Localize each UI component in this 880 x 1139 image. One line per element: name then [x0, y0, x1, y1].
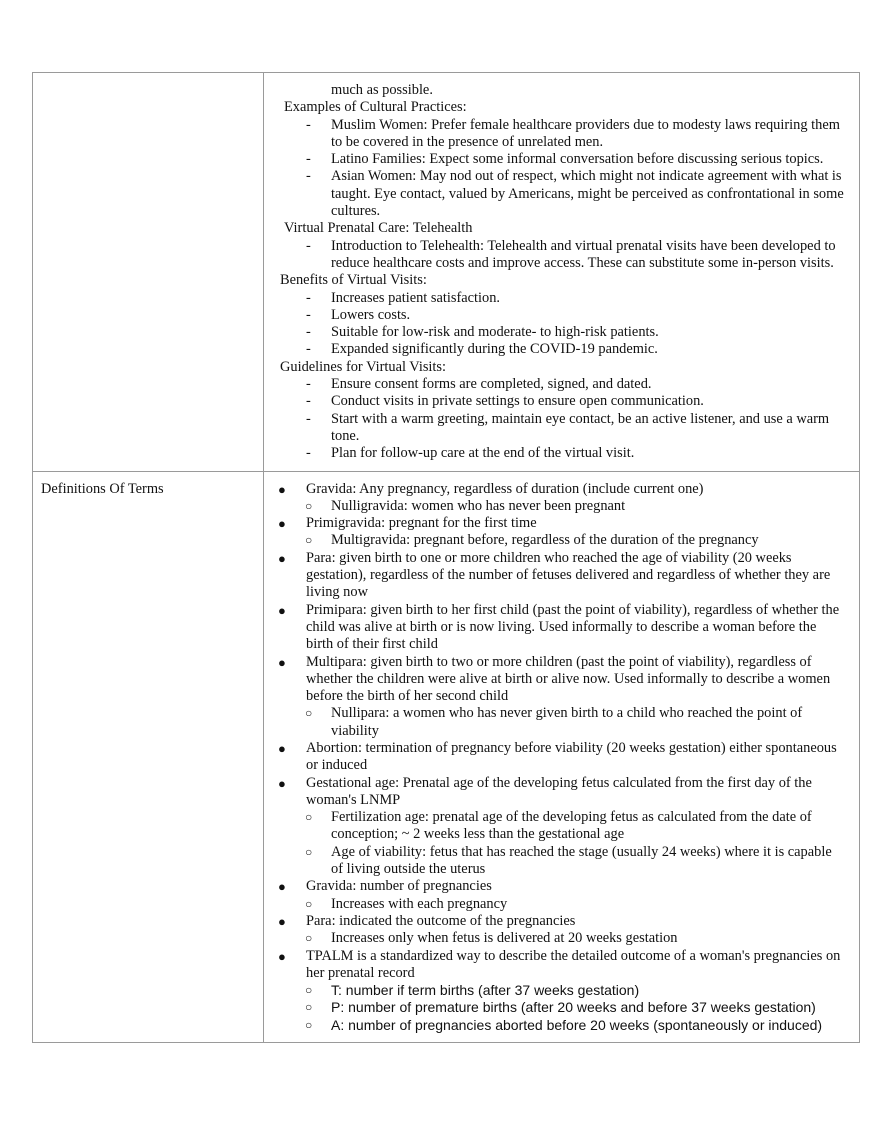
list-item-text: Multigravida: pregnant before, regardless of the duration of the pregnancy	[331, 532, 759, 549]
list-item-text: TPALM is a standardized way to describe the detailed outcome of a woman's pregnancies on her prenatal record	[306, 947, 841, 981]
bullet-icon: ●	[278, 879, 286, 895]
list-item: much as possible.	[331, 82, 433, 98]
list-item	[272, 878, 851, 895]
list-item	[272, 930, 851, 947]
list-item	[272, 896, 851, 913]
row-label	[33, 73, 263, 91]
list-item-text: Ensure consent forms are completed, signed, and dated.	[331, 376, 652, 393]
bullet-icon: ●	[278, 913, 286, 929]
content-list	[264, 73, 859, 471]
list-item	[272, 376, 851, 393]
list-item	[272, 151, 851, 168]
dash-marker-icon: -	[306, 410, 311, 427]
dash-marker-icon: -	[306, 306, 311, 323]
circle-bullet-icon: ○	[305, 983, 313, 998]
bullet-icon: ●	[278, 516, 286, 532]
list-item-text: Lowers costs.	[331, 306, 411, 323]
list-item	[272, 809, 851, 844]
circle-bullet-icon: ○	[305, 896, 313, 911]
bullet-icon: ●	[278, 775, 286, 791]
dash-marker-icon: -	[306, 237, 311, 254]
circle-bullet-icon: ○	[305, 498, 313, 513]
list-item-text: Para: indicated the outcome of the pregnancies	[306, 912, 576, 929]
list-item-text: Gravida: Any pregnancy, regardless of duration (include current one)	[306, 480, 704, 497]
dash-marker-icon: -	[306, 341, 311, 358]
list-item	[272, 481, 851, 498]
notes-table	[32, 72, 860, 1043]
list-item-text: Gravida: number of pregnancies	[306, 878, 492, 895]
list-item-text: Nullipara: a women who has never given birth to a child who reached the point of viability	[331, 705, 803, 739]
list-item	[272, 948, 851, 983]
list-item-text: P: number of premature births (after 20 weeks and before 37 weeks gestation)	[331, 999, 816, 1016]
list-item-text: A: number of pregnancies aborted before 20 weeks (spontaneously or induced)	[331, 1016, 823, 1033]
list-item	[272, 324, 851, 341]
list-item-text: Abortion: termination of pregnancy before viability (20 weeks gestation) either spontaneous or induced	[306, 739, 837, 774]
bullet-icon: ●	[278, 948, 286, 964]
list-item	[272, 445, 851, 462]
bullet-icon: ●	[278, 550, 286, 566]
list-item	[272, 515, 851, 532]
content-list	[264, 472, 859, 1043]
section-heading: Benefits of Virtual Visits:	[280, 272, 427, 289]
list-item	[272, 654, 851, 706]
list-item-text: Start with a warm greeting, maintain eye contact, be an active listener, and use a warm tone.	[331, 410, 830, 444]
list-item	[272, 1017, 851, 1034]
dash-marker-icon: -	[306, 168, 311, 185]
row-label: Definitions Of Terms	[41, 480, 164, 497]
circle-bullet-icon: ○	[305, 844, 313, 859]
content-cell	[264, 471, 860, 1043]
dash-marker-icon: -	[306, 393, 311, 410]
list-item-text: Conduct visits in private settings to ensure open communication.	[331, 393, 704, 410]
list-item-text: Muslim Women: Prefer female healthcare providers due to modesty laws requiring them to be covered in the presence of unrelated men.	[331, 116, 840, 150]
list-item-text: T: number if term births (after 37 weeks gestation)	[331, 982, 640, 999]
section-heading: Guidelines for Virtual Visits:	[280, 358, 447, 375]
dash-marker-icon: -	[306, 116, 311, 133]
section-heading: Examples of Cultural Practices:	[284, 99, 467, 116]
circle-bullet-icon: ○	[305, 533, 313, 548]
bullet-icon: ●	[278, 740, 286, 756]
bullet-icon: ●	[278, 602, 286, 618]
circle-bullet-icon: ○	[305, 1017, 313, 1032]
circle-bullet-icon: ○	[305, 810, 313, 825]
list-item-text: Introduction to Telehealth: Telehealth and virtual prenatal visits have been developed to reduce healthcare costs and improve access. These can substitute some in-person visits.	[331, 237, 836, 271]
content-cell	[264, 73, 860, 472]
list-item	[272, 498, 851, 515]
list-item	[272, 550, 851, 602]
list-item	[272, 705, 851, 740]
list-item-text: Latino Families: Expect some informal conversation before discussing serious topics.	[331, 151, 824, 168]
circle-bullet-icon: ○	[305, 706, 313, 721]
section-heading: Virtual Prenatal Care: Telehealth	[284, 220, 473, 237]
list-item-text: Para: given birth to one or more children who reached the age of viability (20 weeks gestation), regardless of the number of fetuses delivered and regardless of whether they are living now	[306, 549, 831, 601]
dash-marker-icon: -	[306, 289, 311, 306]
circle-bullet-icon: ○	[305, 1000, 313, 1015]
list-item	[272, 844, 851, 879]
list-item	[272, 238, 851, 273]
list-item	[272, 393, 851, 410]
bullet-icon: ●	[278, 481, 286, 497]
row-label-cell	[33, 73, 264, 472]
list-item	[272, 411, 851, 446]
list-item	[272, 999, 851, 1016]
list-item	[272, 913, 851, 930]
dash-marker-icon: -	[306, 324, 311, 341]
list-item-text: Primigravida: pregnant for the first time	[306, 515, 537, 532]
circle-bullet-icon: ○	[305, 931, 313, 946]
list-item-text: Age of viability: fetus that has reached the stage (usually 24 weeks) where it is capable of living outside the uterus	[331, 843, 832, 878]
row-label-cell	[33, 471, 264, 1043]
list-item-text: Nulligravida: women who has never been pregnant	[331, 497, 626, 514]
table-row-cultural	[33, 73, 860, 472]
dash-marker-icon: -	[306, 445, 311, 462]
list-item-text: Gestational age: Prenatal age of the developing fetus calculated from the first day of the woman's LNMP	[306, 774, 812, 808]
list-item-text: Expanded significantly during the COVID-19 pandemic.	[331, 341, 658, 358]
list-item	[272, 740, 851, 775]
list-item	[272, 982, 851, 999]
list-item-text: Fertilization age: prenatal age of the developing fetus as calculated from the date of conception; ~ 2 weeks less than the gestational age	[331, 809, 812, 843]
list-item	[272, 341, 851, 358]
list-item-text: Multipara: given birth to two or more children (past the point of viability), regardless of whether the children were alive at birth or alive now. Used informally to describe a women before the birth of her second child	[306, 653, 831, 705]
list-item-text: Suitable for low-risk and moderate- to high-risk patients.	[331, 324, 659, 341]
list-item-text: Asian Women: May nod out of respect, which might not indicate agreement with what is taught. Eye contact, valued by Americans, might be perceived as confrontational in some cultures.	[331, 168, 844, 220]
dash-marker-icon: -	[306, 376, 311, 393]
list-item	[272, 168, 851, 220]
bullet-icon: ●	[278, 654, 286, 670]
dash-marker-icon: -	[306, 151, 311, 168]
list-item	[272, 307, 851, 324]
list-item	[272, 117, 851, 152]
list-item-text: Primipara: given birth to her first child (past the point of viability), regardless of whether the child was alive at birth or is now living. Used informally to describe a woman before the birth of their first child	[306, 601, 840, 653]
list-item	[272, 602, 851, 654]
list-item	[272, 775, 851, 810]
list-item-text: Plan for follow-up care at the end of the virtual visit.	[331, 445, 635, 462]
table-row-definitions	[33, 471, 860, 1043]
list-item	[272, 290, 851, 307]
list-item-text: Increases with each pregnancy	[331, 895, 508, 912]
list-item-text: Increases only when fetus is delivered at 20 weeks gestation	[331, 930, 678, 947]
list-item	[272, 532, 851, 549]
list-item-text: Increases patient satisfaction.	[331, 289, 501, 306]
